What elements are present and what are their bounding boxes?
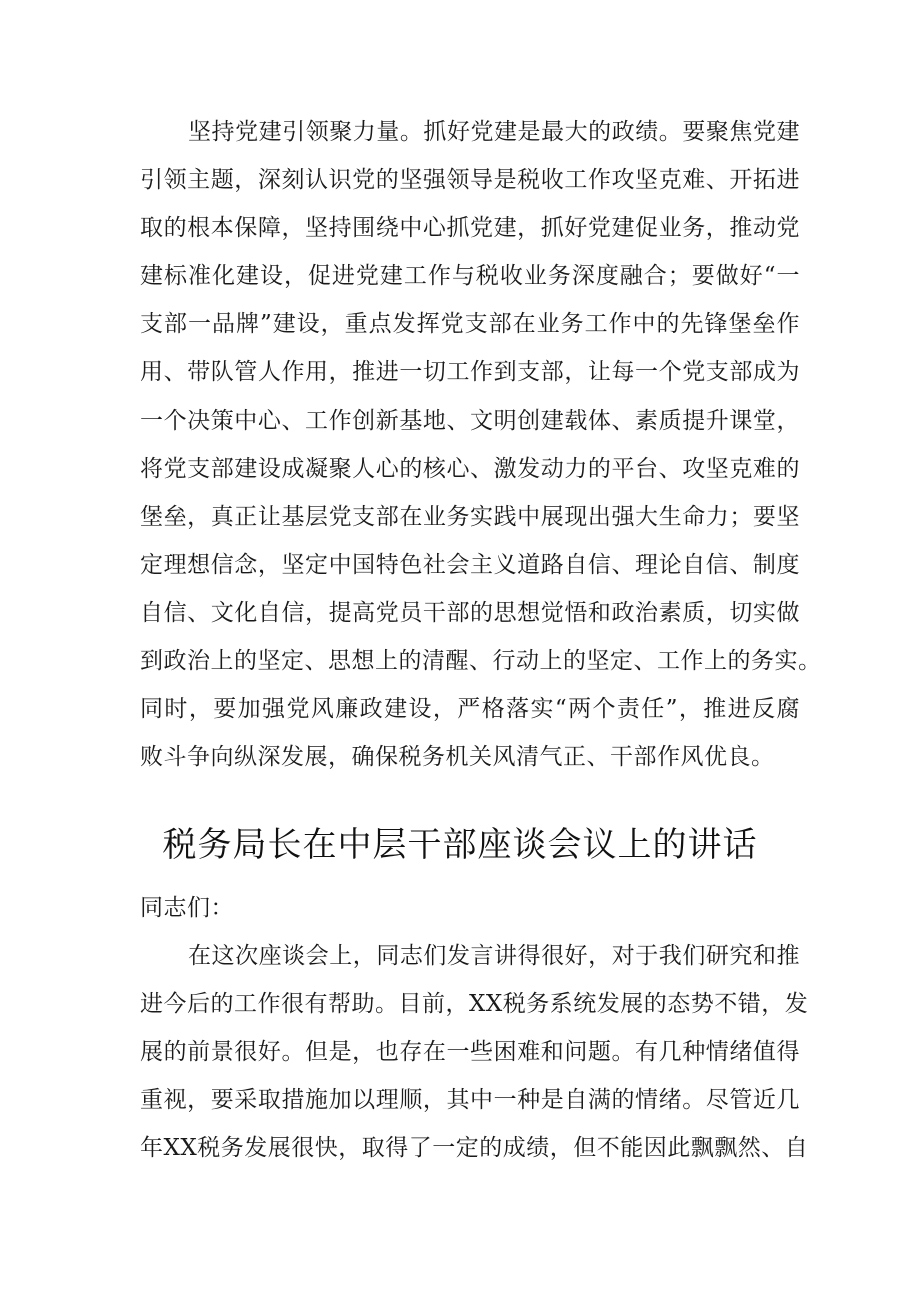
speech-title: 税务局长在中层干部座谈会议上的讲话: [162, 825, 758, 865]
salutation: 同志们：: [140, 895, 234, 921]
paragraph-line: 展的前景很好。但是，也存在一些困难和问题。有几种情绪值得: [140, 1039, 800, 1065]
paragraph-line: 将党支部建设成凝聚人心的核心、激发动力的平台、攻坚克难的: [140, 456, 800, 482]
paragraph-line: 一个决策中心、工作创新基地、文明创建载体、素质提升课堂，: [140, 408, 800, 434]
paragraph-line: 败斗争向纵深发展，确保税务机关风清气正、干部作风优良。: [140, 744, 775, 770]
paragraph-line: 在这次座谈会上，同志们发言讲得很好，对于我们研究和推: [188, 943, 800, 969]
paragraph-line: 坚持党建引领聚力量。抓好党建是最大的政绩。要聚焦党建: [188, 119, 800, 145]
paragraph-line: 自信、文化自信，提高党员干部的思想觉悟和政治素质，切实做: [140, 600, 800, 626]
paragraph-line: 到政治上的坚定、思想上的清醒、行动上的坚定、工作上的务实。: [140, 648, 822, 674]
paragraph-line: 用、带队管人作用，推进一切工作到支部，让每一个党支部成为: [140, 359, 800, 385]
paragraph-line: 支部一品牌”建设，重点发挥党支部在业务工作中的先锋堡垒作: [140, 311, 800, 337]
paragraph-line: 年XX税务发展很快，取得了一定的成绩，但不能因此飘飘然、自: [140, 1135, 809, 1161]
paragraph-line: 同时，要加强党风廉政建设，严格落实“两个责任”，推进反腐: [140, 696, 800, 722]
paragraph-line: 堡垒，真正让基层党支部在业务实践中展现出强大生命力；要坚: [140, 504, 800, 530]
paragraph-line: 定理想信念，坚定中国特色社会主义道路自信、理论自信、制度: [140, 552, 800, 578]
paragraph-line: 重视，要采取措施加以理顺，其中一种是自满的情绪。尽管近几: [140, 1087, 800, 1113]
paragraph-line: 引领主题，深刻认识党的坚强领导是税收工作攻坚克难、开拓进: [140, 167, 800, 193]
paragraph-line: 进今后的工作很有帮助。目前，XX税务系统发展的态势不错，发: [140, 991, 809, 1017]
paragraph-line: 取的根本保障，坚持围绕中心抓党建，抓好党建促业务，推动党: [140, 215, 800, 241]
paragraph-line: 建标准化建设，促进党建工作与税收业务深度融合；要做好“一: [140, 263, 800, 289]
